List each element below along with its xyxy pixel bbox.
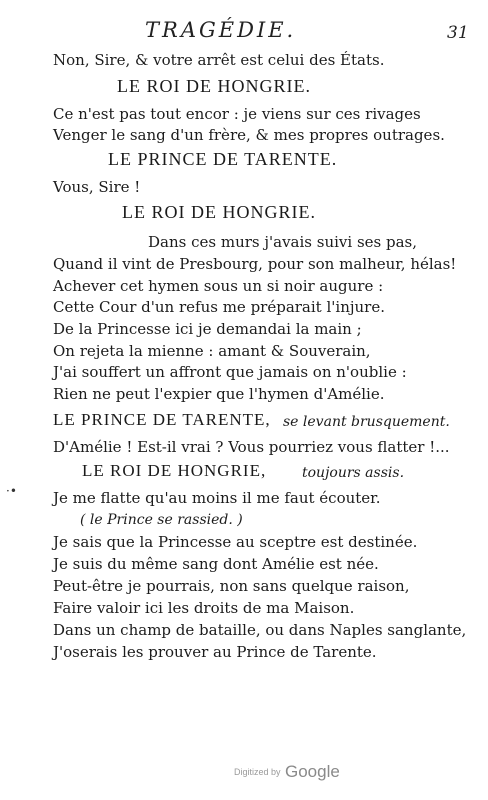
verse-line: Dans ces murs j'avais suivi ses pas,: [148, 233, 418, 251]
verse-line: Vous, Sire !: [53, 178, 141, 196]
verse-line: Rien ne peut l'expier que l'hymen d'Amélie.: [53, 385, 385, 403]
verse-line: De la Princesse ici je demandai la main ;: [53, 320, 362, 338]
verse-line: Faire valoir ici les droits de ma Maison.: [53, 599, 355, 617]
verse-line: Je me flatte qu'au moins il me faut écouter.: [53, 489, 381, 507]
verse-line: Je sais que la Princesse au sceptre est destinée.: [53, 533, 418, 551]
stage-direction: toujours assis.: [302, 465, 405, 481]
verse-line: Peut-être je pourrais, non sans quelque raison,: [53, 577, 410, 595]
speaker-name: LE ROI DE HONGRIE.: [122, 202, 316, 222]
verse-line: Dans un champ de bataille, ou dans Naples sanglante,: [53, 621, 467, 639]
verse-line: D'Amélie ! Est-il vrai ? Vous pourriez vous flatter !...: [53, 438, 450, 456]
stage-direction: se levant brusquement.: [283, 414, 450, 430]
stage-direction: ( le Prince se rassied. ): [80, 512, 243, 528]
speaker-name: LE ROI DE HONGRIE,: [82, 461, 267, 480]
verse-line: Quand il vint de Presbourg, pour son malheur, hélas!: [53, 255, 457, 273]
google-logo: Google: [284, 762, 340, 781]
verse-line: J'oserais les prouver au Prince de Tarente.: [53, 643, 377, 661]
running-header: [0, 18, 488, 46]
verse-line: Je suis du même sang dont Amélie est née.: [53, 555, 379, 573]
speaker-name: LE PRINCE DE TARENTE,: [53, 410, 271, 429]
verse-line: Ce n'est pas tout encor : je viens sur ces rivages: [53, 105, 421, 123]
verse-line: Non, Sire, & votre arrêt est celui des États.: [53, 51, 385, 69]
digitized-by-label: Digitized by: [234, 767, 281, 777]
marginal-mark: ·•: [6, 484, 17, 498]
verse-line: Achever cet hymen sous un si noir augure :: [53, 277, 384, 295]
speaker-name: LE PRINCE DE TARENTE.: [108, 149, 338, 169]
page-number: 31: [447, 23, 469, 43]
running-title: TRAGÉDIE.: [145, 18, 297, 42]
verse-line: J'ai souffert un affront que jamais on n'oublie :: [53, 363, 407, 381]
speaker-name: LE ROI DE HONGRIE.: [117, 76, 311, 96]
verse-line: On rejeta la mienne : amant & Souverain,: [53, 342, 371, 360]
verse-line: Venger le sang d'un frère, & mes propres outrages.: [53, 126, 445, 144]
digitization-footer: [234, 762, 340, 782]
verse-line: Cette Cour d'un refus me préparait l'injure.: [53, 298, 385, 316]
